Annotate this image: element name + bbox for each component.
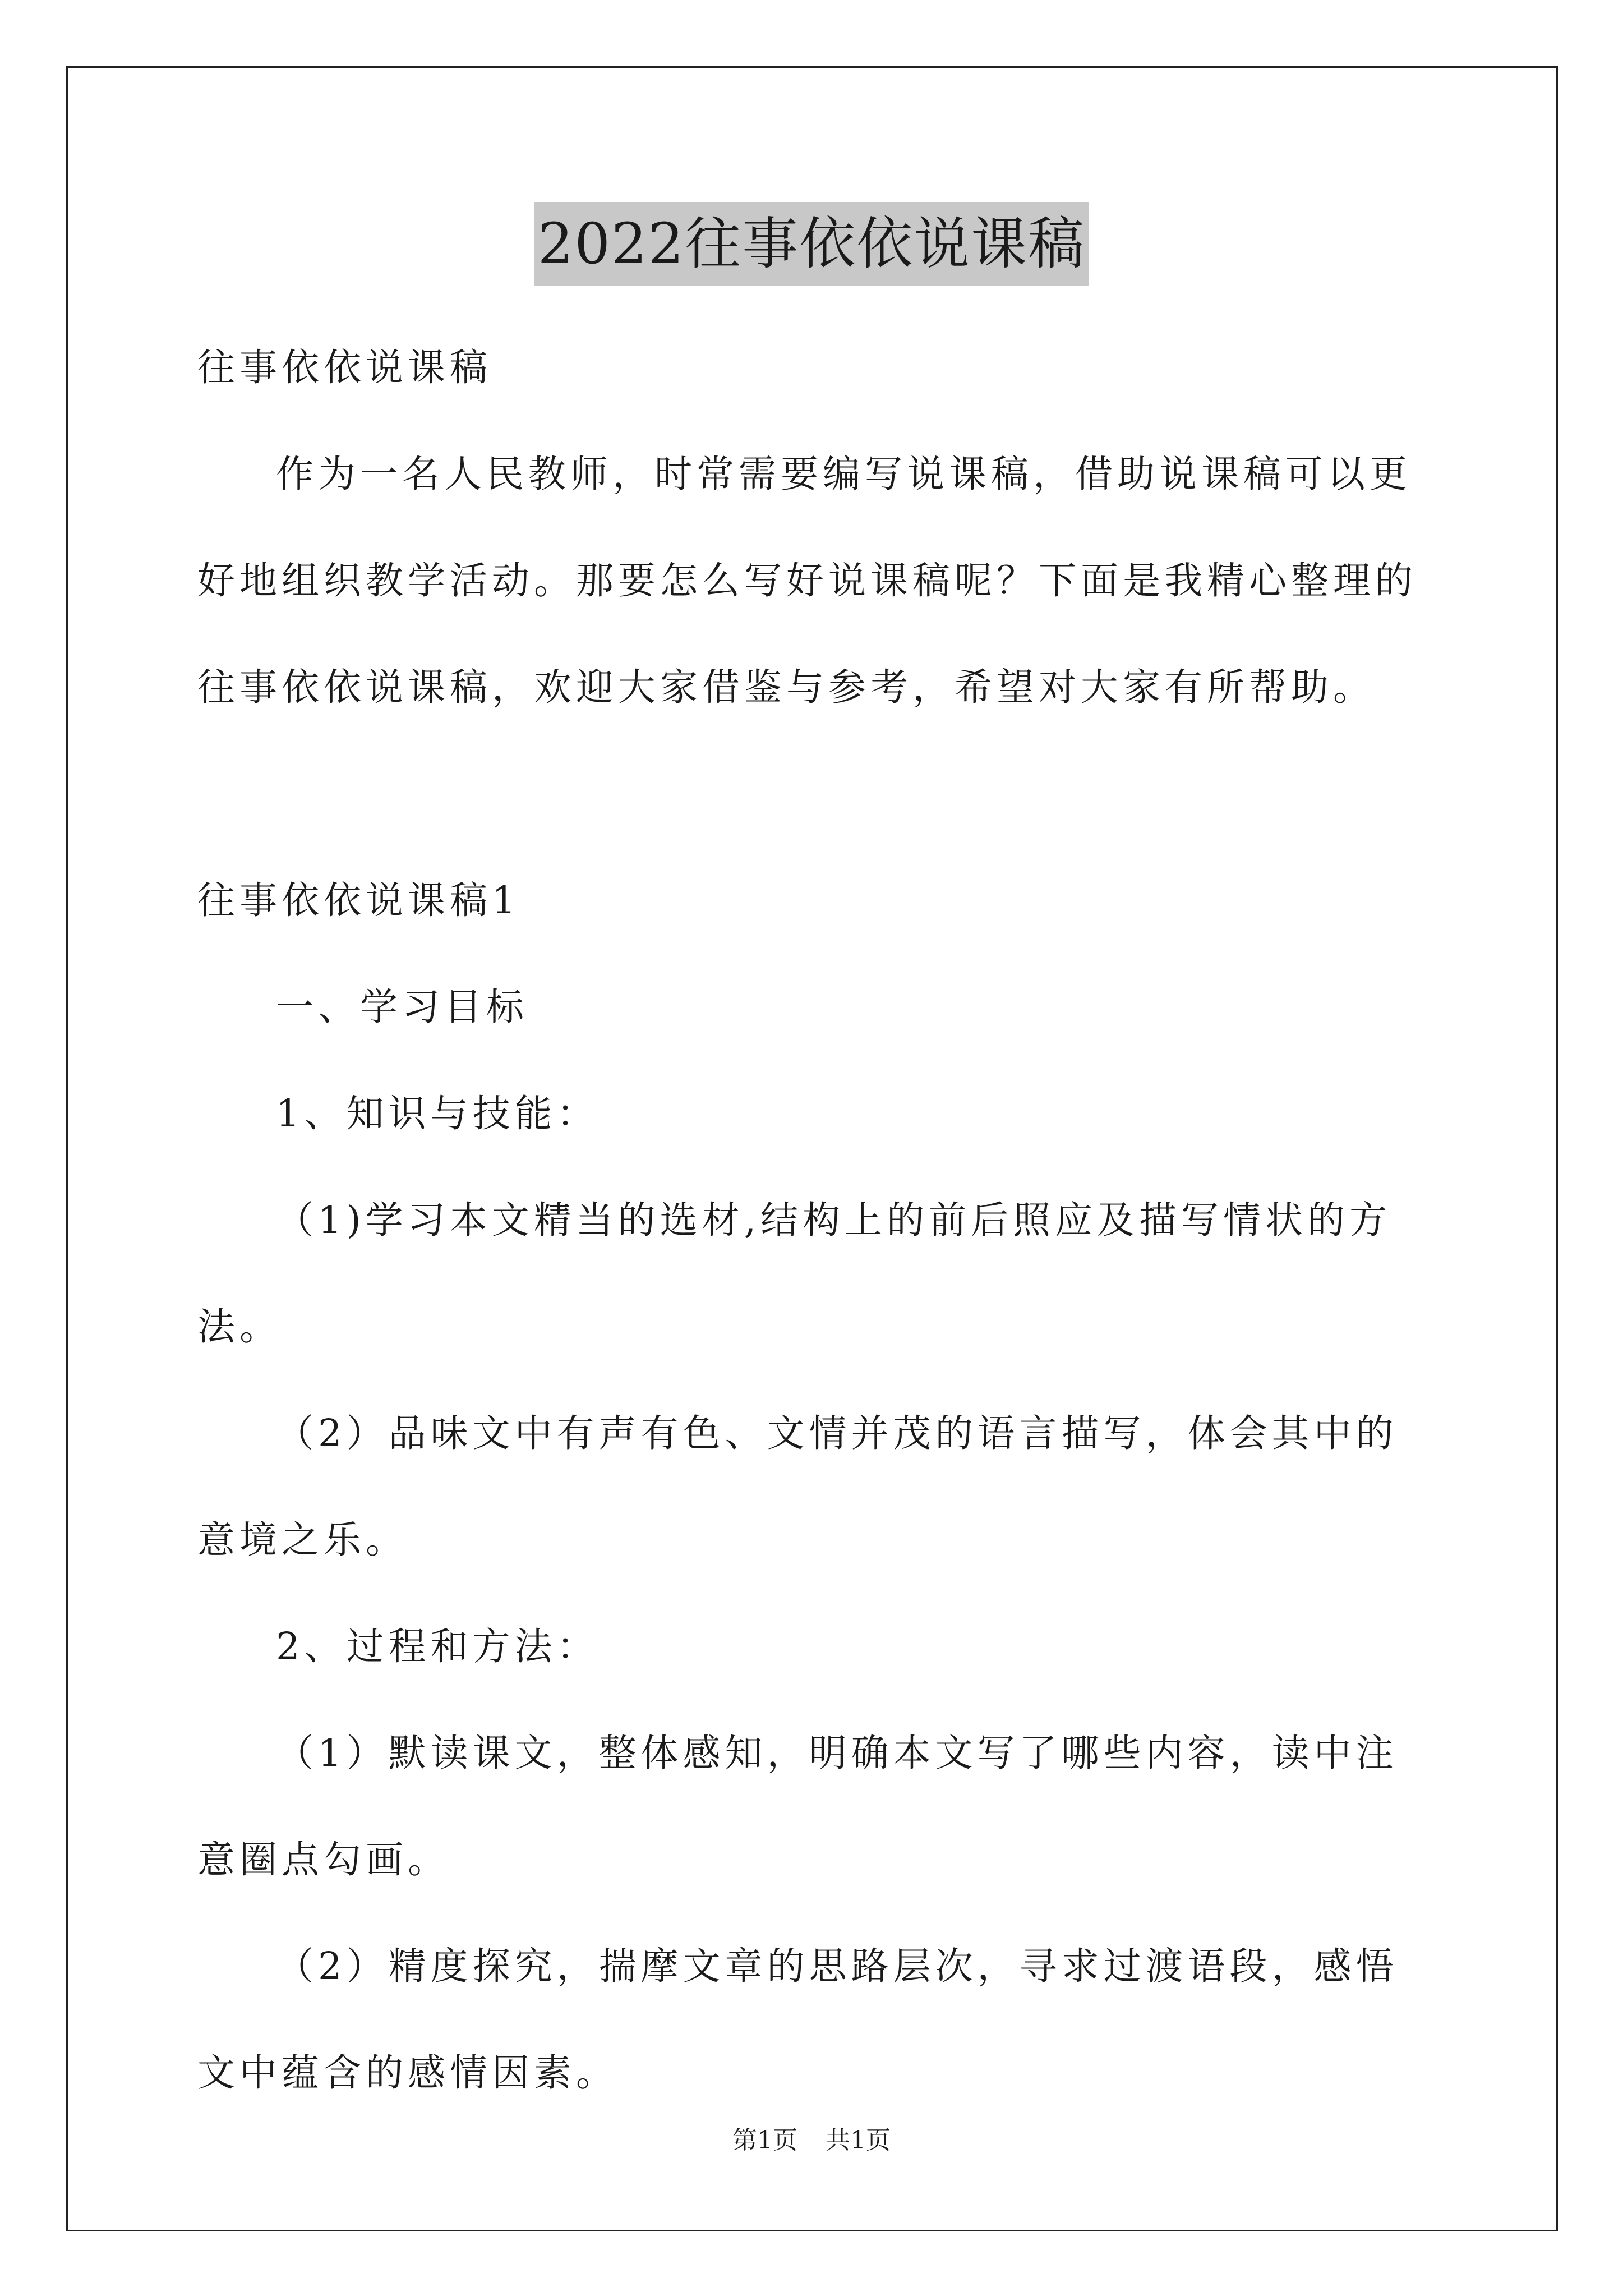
document-title: 2022往事依依说课稿 [534,202,1089,286]
document-body [197,314,1431,2126]
heading-knowledge-skills: 1、知识与技能： [276,1092,599,1135]
paragraph-intro: 作为一名人民教师，时常需要编写说课稿，借助说课稿可以更好地组织教学活动。那要怎么写好说课稿呢？下面是我精心整理的往事依依说课稿，欢迎大家借鉴与参考，希望对大家有所帮助。 [197,452,1417,709]
page-footer [0,2124,1623,2157]
paragraph-subtitle: 往事依依说课稿 [197,346,492,389]
heading-learning-goals: 一、学习目标 [276,985,528,1029]
section-heading: 往事依依说课稿1 [197,878,520,922]
page-total: 共1页 [826,2126,891,2155]
blank-line [197,740,1431,847]
list-item: （2）精度探究，揣摩文章的思路层次，寻求过渡语段，感悟文中蕴含的感情因素。 [197,1944,1398,2095]
heading-process-methods: 2、过程和方法： [276,1625,599,1668]
list-item: （1)学习本文精当的选材,结构上的前后照应及描写情状的方法。 [197,1198,1392,1349]
page-number: 第1页 [732,2126,797,2155]
list-item: （1）默读课文，整体感知，明确本文写了哪些内容，读中注意圈点勾画。 [197,1731,1398,1881]
list-item: （2）品味文中有声有色、文情并茂的语言描写，体会其中的意境之乐。 [197,1411,1398,1562]
title-container [0,202,1623,286]
